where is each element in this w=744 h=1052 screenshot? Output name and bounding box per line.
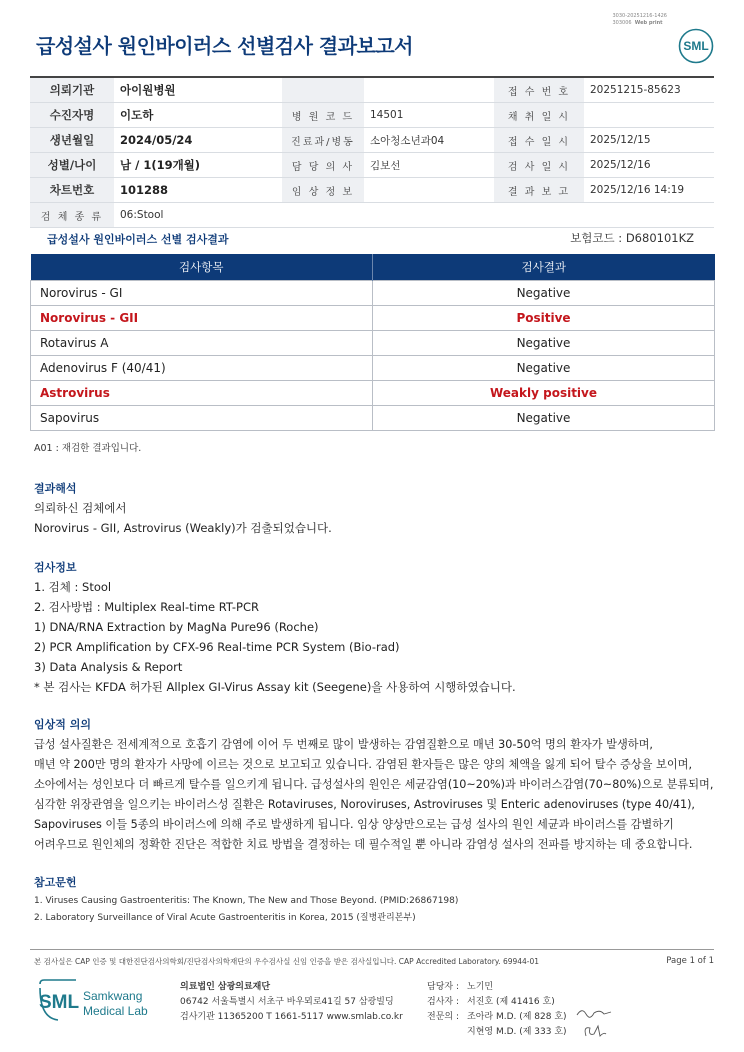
- result-item: Rotavirus A: [31, 331, 373, 356]
- info-row: [30, 153, 714, 178]
- info-label: 담 당 의 사: [282, 153, 364, 178]
- info-label: [282, 77, 364, 103]
- reference-item: 2. Laboratory Surveillance of Viral Acute Gastroenteritis in Korea, 2015 (질병관리본부): [34, 913, 416, 923]
- accreditation-note: 본 검사실은 CAP 인증 및 대한진단검사의학회/진단검사의학재단의 우수검사실 신임 인증을 받은 검사실입니다. CAP Accredited Laboratory. 69944-01: [34, 957, 540, 966]
- staff-name: 조아라 M.D. (제 828 호): [467, 1012, 567, 1022]
- test-info-line: 3) Data Analysis & Report: [34, 660, 183, 674]
- specimen-row: [30, 203, 714, 228]
- reference-item: 1. Viruses Causing Gastroenteritis: The Known, The New and Those Beyond. (PMID:26867198): [34, 896, 459, 906]
- interpretation-text: [34, 498, 332, 538]
- result-item: Adenovirus F (40/41): [31, 356, 373, 381]
- result-item: Sapovirus: [31, 406, 373, 431]
- document-id-line-2: 303006: [612, 20, 632, 26]
- references-heading: 참고문헌: [34, 876, 77, 889]
- info-value: 2025/12/16 14:19: [584, 178, 714, 203]
- clinical-line: 매년 약 200만 명의 환자가 사망에 이르는 것으로 보고되고 있습니다. 감염된 환자들은 많은 양의 체액을 잃게 되어 탈수 증상을 보이며,: [34, 758, 693, 771]
- info-row: [30, 77, 714, 103]
- footer-logo-name-1: Samkwang: [83, 989, 143, 1003]
- page-number: Page 1 of 1: [666, 956, 714, 966]
- clinical-line: 소아에서는 성인보다 더 빠르게 탈수를 일으키게 됩니다. 급성설사의 원인은 세균감염(10~20%)과 바이러스감염(70~80%)으로 분류되며,: [34, 778, 714, 791]
- clinical-heading: 임상적 의의: [34, 718, 91, 731]
- result-row: [31, 381, 715, 406]
- info-label: 병 원 코 드: [282, 103, 364, 128]
- specimen-label: 검 체 종 류: [30, 203, 114, 228]
- references-list: [34, 893, 458, 927]
- result-row: [31, 331, 715, 356]
- sml-logo-icon: [678, 28, 714, 64]
- result-value: Negative: [373, 281, 715, 306]
- info-value: 2025/12/15: [584, 128, 714, 153]
- info-label: 접 수 일 시: [494, 128, 584, 153]
- print-tag: Web print: [634, 20, 663, 26]
- result-value: Weakly positive: [373, 381, 715, 406]
- footer-divider: [30, 949, 714, 950]
- sml-logo: [678, 28, 714, 64]
- info-row: [30, 128, 714, 153]
- results-table: [30, 254, 715, 431]
- clinical-text: [34, 735, 713, 855]
- staff-name: 노기민: [467, 982, 494, 992]
- clinical-line: 급성 설사질환은 전세계적으로 호흡기 감염에 이어 두 번째로 많이 발생하는 감염질환으로 매년 30-50억 명의 환자가 발생하며,: [34, 738, 653, 751]
- info-label: 임 상 정 보: [282, 178, 364, 203]
- info-value: [364, 77, 494, 103]
- results-section-title: 급성설사 원인바이러스 선별 검사결과: [47, 233, 229, 246]
- clinical-line: 어려우므로 원인체의 정확한 진단은 적합한 치료 방법을 결정하는 데 필수적일 뿐 아니라 감염성 설사의 전파를 방지하는 데 중요합니다.: [34, 838, 693, 851]
- info-value: 2024/05/24: [114, 128, 282, 153]
- document-id: [612, 13, 667, 27]
- interpretation-line-1: 의뢰하신 검체에서: [34, 501, 127, 515]
- footer-logo: [36, 978, 156, 1028]
- info-value: 2025/12/16: [584, 153, 714, 178]
- info-label: 검 사 일 시: [494, 153, 584, 178]
- info-label: 접 수 번 호: [494, 77, 584, 103]
- footer-logo-name-2: Medical Lab: [83, 1004, 148, 1018]
- staff-role: 전문의 :: [427, 1012, 459, 1022]
- info-value: [584, 103, 714, 128]
- info-label: 수진자명: [30, 103, 114, 128]
- patient-info-table: [30, 76, 714, 228]
- test-info-heading: 검사정보: [34, 561, 77, 574]
- info-row: [30, 103, 714, 128]
- test-info-line: 1) DNA/RNA Extraction by MagNa Pure96 (Roche): [34, 620, 319, 634]
- interpretation-line-2: Norovirus - GII, Astrovirus (Weakly)가 검출되었습니다.: [34, 521, 332, 535]
- info-value: 20251215-85623: [584, 77, 714, 103]
- column-header-item: 검사항목: [31, 254, 373, 281]
- results-header-row: [31, 254, 715, 281]
- staff-row: [427, 1010, 567, 1025]
- staff-row: [427, 980, 567, 995]
- signature-2: [580, 1022, 610, 1040]
- info-label: 의뢰기관: [30, 77, 114, 103]
- test-info-line: * 본 검사는 KFDA 허가된 Allplex GI-Virus Assay kit (Seegene)을 사용하여 시행하였습니다.: [34, 680, 516, 694]
- test-info-line: 1. 검체 : Stool: [34, 580, 112, 594]
- report-title: 급성설사 원인바이러스 선별검사 결과보고서: [36, 34, 413, 58]
- column-header-result: 검사결과: [373, 254, 715, 281]
- result-item: Norovirus - GI: [31, 281, 373, 306]
- document-id-line-1: 3030-20251216-1426: [612, 13, 667, 19]
- staff-role: 검사자 :: [427, 997, 459, 1007]
- info-row: [30, 178, 714, 203]
- specimen-value: 06:Stool: [114, 203, 714, 228]
- staff-row: [427, 1025, 567, 1040]
- info-label: 성별/나이: [30, 153, 114, 178]
- info-label: 차트번호: [30, 178, 114, 203]
- footer-logo-mark: SML: [39, 992, 80, 1013]
- info-value: 김보선: [364, 153, 494, 178]
- info-label: 생년월일: [30, 128, 114, 153]
- staff-name: 지현영 M.D. (제 333 호): [467, 1027, 567, 1037]
- result-item: Astrovirus: [31, 381, 373, 406]
- test-info-text: [34, 577, 516, 697]
- staff-row: [427, 995, 567, 1010]
- insurance-code: 보험코드 : D680101KZ: [570, 231, 694, 245]
- result-value: Negative: [373, 331, 715, 356]
- organization-address: 06742 서울특별시 서초구 바우뫼로41길 57 삼광빌딩: [180, 997, 394, 1007]
- result-value: Positive: [373, 306, 715, 331]
- info-label: 결 과 보 고: [494, 178, 584, 203]
- clinical-line: 심각한 위장관염을 일으키는 바이러스성 질환은 Rotaviruses, Noroviruses, Astroviruses 및 Enteric adenoviruses (type 40/41),: [34, 798, 695, 811]
- retest-note: A01 : 재검한 결과입니다.: [34, 443, 142, 454]
- test-info-line: 2. 검사방법 : Multiplex Real-time RT-PCR: [34, 600, 259, 614]
- staff-role: 담당자 :: [427, 982, 459, 992]
- info-label: 진료과/병동: [282, 128, 364, 153]
- interpretation-heading: 결과해석: [34, 482, 77, 495]
- result-item: Norovirus - GII: [31, 306, 373, 331]
- staff-list: [427, 980, 567, 1040]
- result-row: [31, 406, 715, 431]
- info-value: 아이원병원: [114, 77, 282, 103]
- result-row: [31, 306, 715, 331]
- result-value: Negative: [373, 356, 715, 381]
- sml-logo-text: SML: [683, 39, 709, 53]
- result-value: Negative: [373, 406, 715, 431]
- info-value: 14501: [364, 103, 494, 128]
- clinical-line: Sapoviruses 이들 5종의 바이러스에 의해 주로 발생하게 됩니다. 임상 양상만으로는 급성 설사의 원인 세균과 바이러스를 감별하기: [34, 818, 674, 831]
- signature-1: [574, 1005, 614, 1021]
- result-row: [31, 356, 715, 381]
- organization-info: [180, 980, 403, 1025]
- info-value: 101288: [114, 178, 282, 203]
- organization-contact: 검사기관 11365200 T 1661-5117 www.smlab.co.kr: [180, 1012, 403, 1022]
- footer-logo-icon: [36, 978, 156, 1028]
- result-row: [31, 281, 715, 306]
- test-info-line: 2) PCR Amplification by CFX-96 Real-time PCR System (Bio-rad): [34, 640, 400, 654]
- info-value: [364, 178, 494, 203]
- info-value: 남 / 1(19개월): [114, 153, 282, 178]
- info-label: 채 취 일 시: [494, 103, 584, 128]
- info-value: 소아청소년과04: [364, 128, 494, 153]
- organization-name: 의료법인 삼광의료재단: [180, 982, 271, 992]
- staff-name: 서진호 (제 41416 호): [467, 997, 555, 1007]
- info-value: 이도하: [114, 103, 282, 128]
